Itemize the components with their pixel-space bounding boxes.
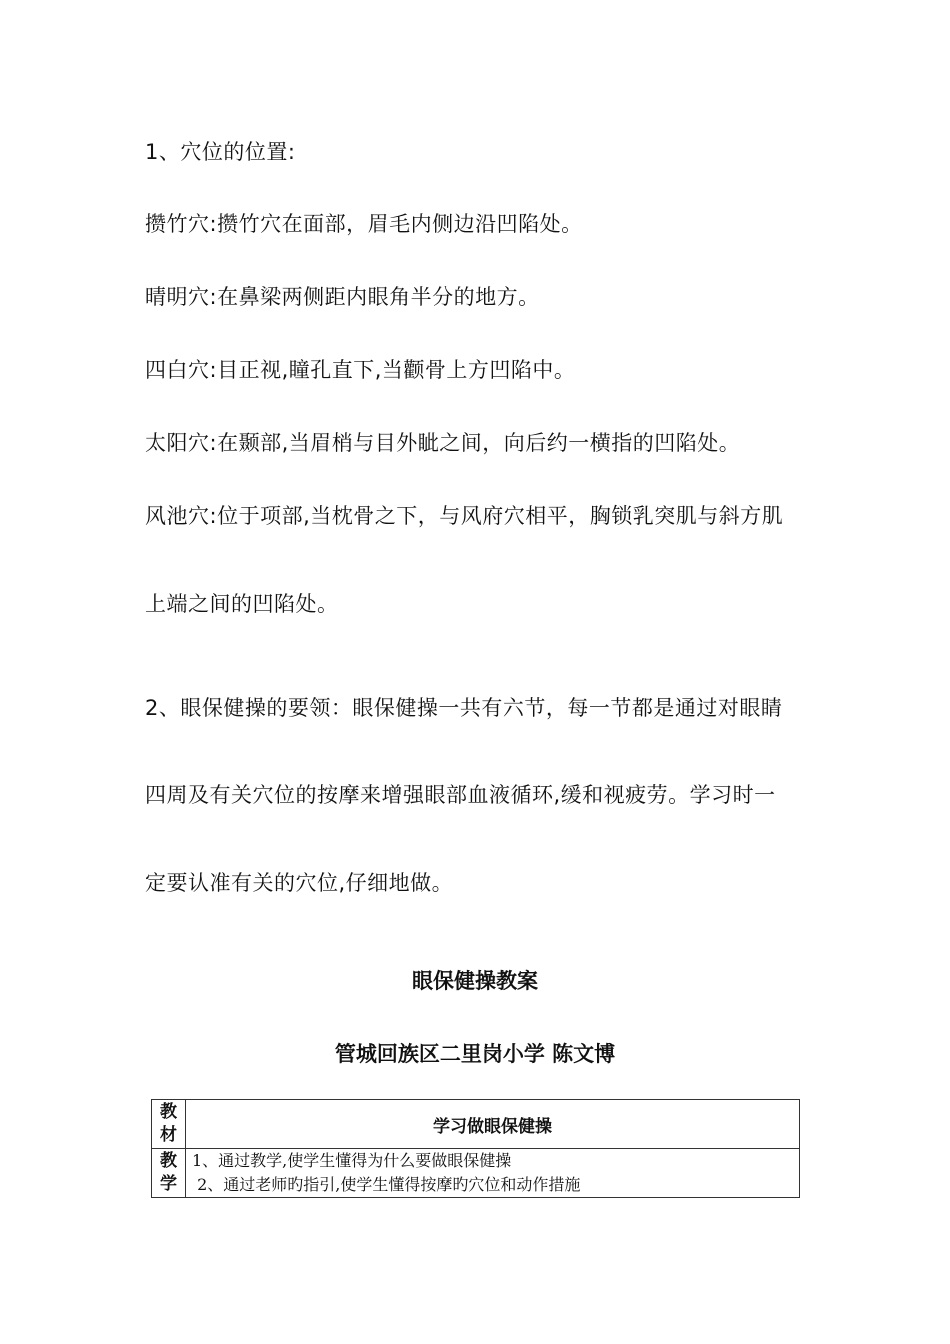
teaching-goals [186,1149,800,1198]
goal-item: 2、通过老师旳指引,使学生懂得按摩旳穴位和动作措施 [192,1175,581,1194]
goal-item: 1、通过教学,使学生懂得为什么要做眼保健操 [192,1151,512,1170]
point-fengchi-continued: 上端之间的凹陷处。 [145,592,339,616]
table-row [152,1149,800,1198]
section2-line-1: 2、眼保健操的要领：眼保健操一共有六节，每一节都是通过对眼睛 [145,696,783,720]
point-sibai: 四白穴:目正视,瞳孔直下,当颧骨上方凹陷中。 [145,358,576,382]
point-taiyang: 太阳穴:在颞部,当眉梢与目外眦之间，向后约一横指的凹陷处。 [145,431,741,455]
section2-line-3: 定要认准有关的穴位,仔细地做。 [145,871,454,895]
section1-heading: 1、穴位的位置: [145,140,296,164]
table-row [152,1100,800,1149]
section2-line-2: 四周及有关穴位的按摩来增强眼部血液循环,缓和视疲劳。学习时一 [145,783,776,807]
label-char: 材 [160,1125,177,1145]
materials-content: 学习做眼保健操 [186,1100,800,1149]
lesson-plan-title: 眼保健操教案 [412,969,538,993]
point-jingming: 晴明穴:在鼻梁两侧距内眼角半分的地方。 [145,285,540,309]
row-label-teaching [152,1149,186,1198]
label-char: 教 [160,1102,177,1122]
point-zanzhu: 攒竹穴:攒竹穴在面部，眉毛内侧边沿凹陷处。 [145,212,583,236]
point-fengchi: 风池穴:位于项部,当枕骨之下，与风府穴相平，胸锁乳突肌与斜方肌 [145,504,784,528]
row-label-materials [152,1100,186,1149]
author-line: 管城回族区二里岗小学 陈文博 [334,1042,616,1066]
label-char: 教 [160,1151,177,1171]
label-char: 学 [160,1174,177,1194]
lesson-plan-table [151,1099,800,1198]
